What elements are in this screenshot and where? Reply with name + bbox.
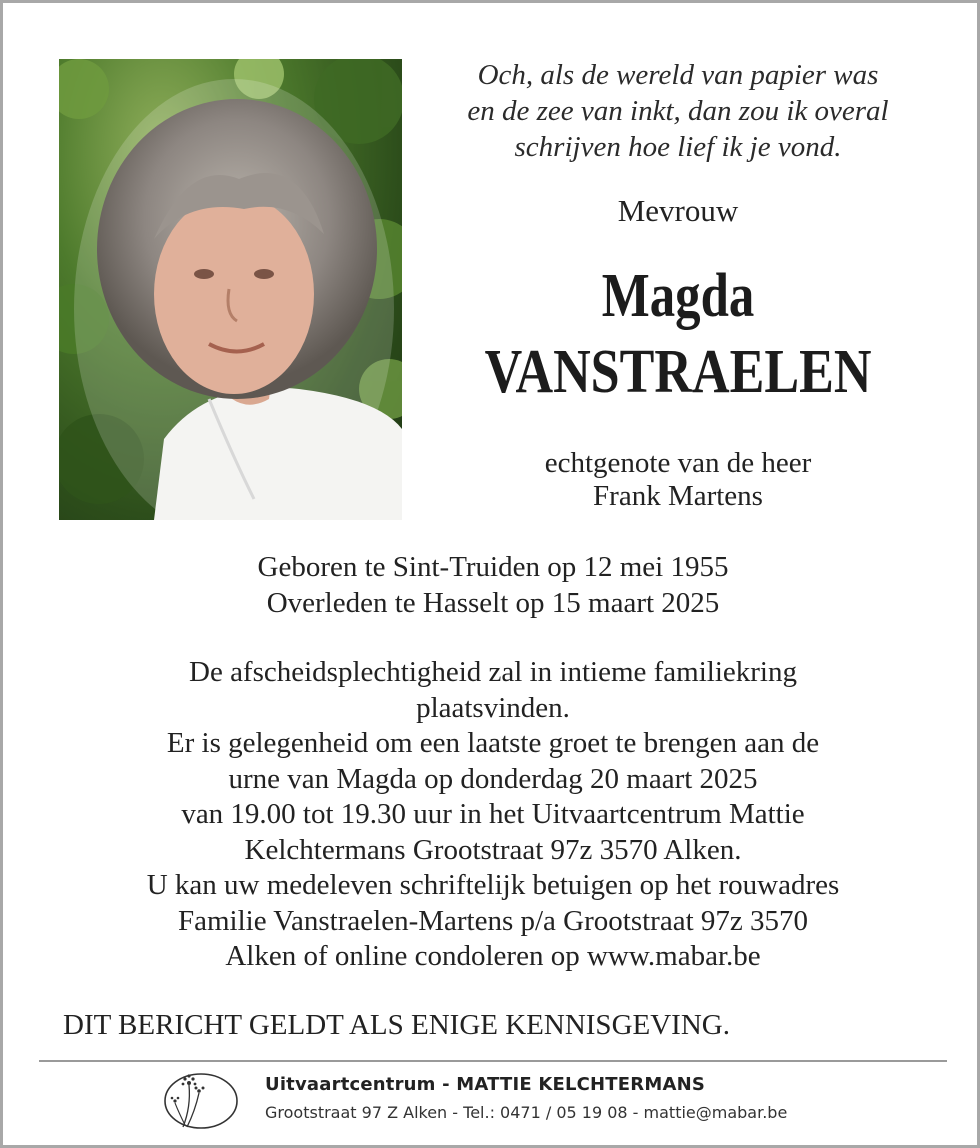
text-line: van 19.00 tot 19.30 uur in het Uitvaartcentrum Mattie (181, 798, 805, 830)
deceased-first-name: Magda (601, 262, 755, 330)
text-line: Familie Vanstraelen-Martens p/a Grootstraat 97z 3570 (177, 904, 809, 937)
birth-date: Geboren te Sint-Truiden op 12 mei 1955 (257, 551, 729, 583)
flower-logo-icon (161, 1067, 241, 1131)
memorial-poem (423, 57, 933, 165)
poem-line: Och, als de wereld van papier was (477, 59, 879, 91)
text-line: Kelchtermans Grootstraat 97z 3570 Alken. (244, 833, 742, 866)
text-line: Alken of online condoleren op www.mabar.be (225, 940, 761, 972)
funeral-home-address: Grootstraat 97 Z Alken - Tel.: 0471 / 05 19 08 - mattie@mabar.be (265, 1103, 788, 1122)
honorific-title: Mevrouw (617, 193, 739, 228)
death-date: Overleden te Hasselt op 15 maart 2025 (266, 587, 720, 619)
funeral-home-name: Uitvaartcentrum - MATTIE KELCHTERMANS (265, 1074, 706, 1095)
poem-line: en de zee van inkt, dan zou ik overal (467, 95, 889, 127)
text-line: De afscheidsplechtigheid zal in intieme familiekring (189, 656, 797, 688)
life-dates (3, 549, 980, 621)
spouse-name: Frank Martens (593, 480, 763, 512)
spouse-line: echtgenote van de heer (544, 447, 812, 479)
footer-divider (39, 1060, 947, 1062)
deceased-last-name: VANSTRAELEN (484, 338, 872, 406)
text-line: U kan uw medeleven schriftelijk betuigen op het rouwadres (146, 869, 840, 901)
portrait-photo (59, 59, 402, 520)
poem-line: schrijven hoe lief ik je vond. (514, 131, 842, 163)
text-line: plaatsvinden. (416, 691, 570, 724)
spouse-info (423, 447, 933, 513)
ceremony-details (43, 655, 943, 975)
text-line: Er is gelegenheid om een laatste groet te brengen aan de (166, 727, 820, 759)
notice-statement: DIT BERICHT GELDT ALS ENIGE KENNISGEVING. (63, 1009, 730, 1041)
text-line: urne van Magda op donderdag 20 maart 2025 (228, 762, 758, 795)
